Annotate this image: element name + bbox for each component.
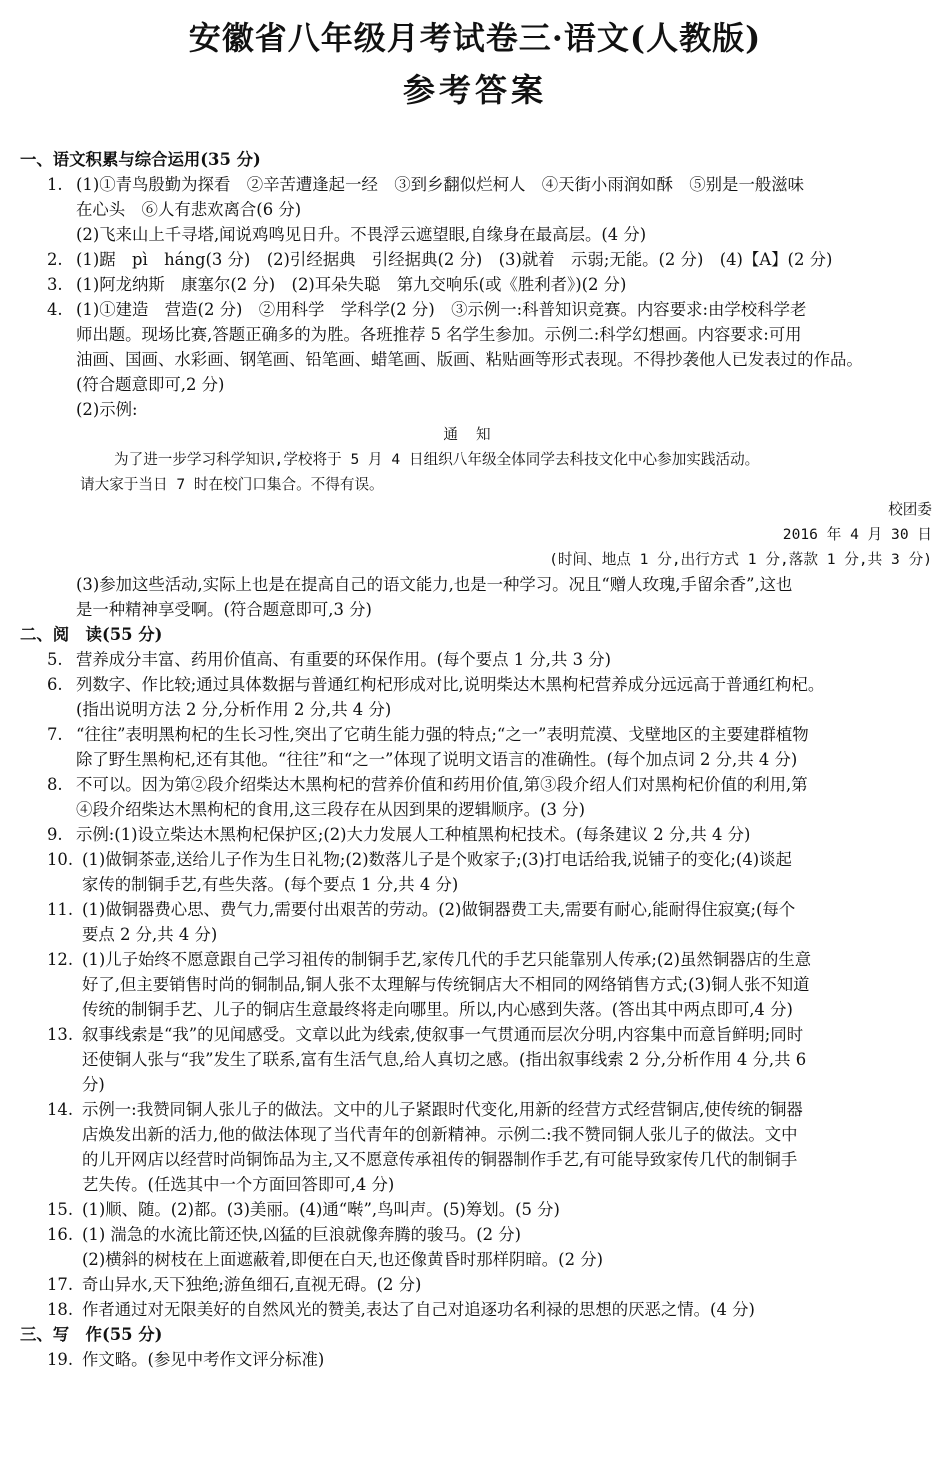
item-line: 不可以。因为第②段介绍柴达木黑枸杞的营养价值和药用价值,第③段介绍人们对黑枸杞价值的利用,第: [76, 775, 808, 794]
item-line: 示例一:我赞同铜人张儿子的做法。文中的儿子紧跟时代变化,用新的经营方式经营铜店,使传统的铜器: [82, 1100, 803, 1119]
item-line: 奇山异水,天下独绝;游鱼细石,直视无碍。(2 分): [82, 1275, 422, 1294]
answer-item-7: [20, 722, 932, 772]
item-line: 叙事线索是“我”的见闻感受。文章以此为线索,使叙事一气贯通而层次分明,内容集中而意旨鲜明;同时: [82, 1025, 804, 1044]
notice-title: 通知: [443, 426, 509, 443]
item-line: 还使铜人张与“我”发生了联系,富有生活气息,给人真切之感。(指出叙事线索 2 分,分析作用 4 分,共 6: [82, 1050, 807, 1069]
item-line: (1)顺、随。(2)都。(3)美丽。(4)通“啭”,鸟叫声。(5)筹划。(5 分): [82, 1200, 560, 1219]
item-line: (2)横斜的树枝在上面遮蔽着,即便在白天,也还像黄昏时那样阴暗。(2 分): [82, 1250, 604, 1269]
answer-item-6: [20, 672, 932, 722]
item-line: (2)飞来山上千寻塔,闻说鸡鸣见日升。不畏浮云遮望眼,自缘身在最高层。(4 分): [76, 225, 647, 244]
item-number: 14.: [47, 1100, 74, 1119]
item-line: (1) 湍急的水流比箭还快,凶猛的巨浪就像奔腾的骏马。(2 分): [82, 1225, 522, 1244]
item-number: 9.: [47, 825, 63, 844]
item-line: (1)①建造 营造(2 分) ②用科学 学科学(2 分) ③示例一:科普知识竞赛。内容要求:由学校科学老: [76, 300, 807, 319]
notice-signature: 校团委: [888, 501, 932, 518]
item-number: 17.: [47, 1275, 74, 1294]
item-line: (1)做铜器费心思、费气力,需要付出艰苦的劳动。(2)做铜器费工夫,需要有耐心,能耐得住寂寞;(每个: [82, 900, 796, 919]
item-number: 11.: [47, 900, 74, 919]
item-line: 示例:(1)设立柴达木黑枸杞保护区;(2)大力发展人工种植黑枸杞技术。(每条建议 2 分,共 4 分): [76, 825, 751, 844]
notice-score: (时间、地点 1 分,出行方式 1 分,落款 1 分,共 3 分): [549, 551, 932, 568]
item-number: 4.: [47, 300, 63, 319]
item-line: (符合题意即可,2 分): [76, 375, 225, 394]
answer-item-10: [20, 847, 932, 897]
item-number: 13.: [47, 1025, 74, 1044]
item-line: 传统的制铜手艺、儿子的铜店生意最终将走向哪里。所以,内心感到失落。(答出其中两点即可,4 分): [82, 1000, 793, 1019]
item-number: 5.: [47, 650, 63, 669]
item-line: (1)阿龙纳斯 康塞尔(2 分) (2)耳朵失聪 第九交响乐(或《胜利者》)(2 分): [76, 275, 627, 294]
item-number: 18.: [47, 1300, 74, 1319]
item-line: 家传的制铜手艺,有些失落。(每个要点 1 分,共 4 分): [82, 875, 459, 894]
section-heading-3: 三、写 作(55 分): [20, 1325, 163, 1344]
answer-item-13: [20, 1022, 932, 1097]
item-line: 店焕发出新的活力,他的做法体现了当代青年的创新精神。示例二:我不赞同铜人张儿子的做法。文中: [82, 1125, 798, 1144]
document-subtitle: 参考答案: [402, 71, 547, 109]
item-number: 7.: [47, 725, 63, 744]
item-line: 在心头 ⑥人有悲欢离合(6 分): [76, 200, 302, 219]
item-line: (1)①青鸟殷勤为探看 ②辛苦遭逢起一经 ③到乡翻似烂柯人 ④天街小雨润如酥 ⑤别是一般滋味: [76, 175, 805, 194]
item-line: 营养成分丰富、药用价值高、有重要的环保作用。(每个要点 1 分,共 3 分): [76, 650, 612, 669]
item-line: 作者通过对无限美好的自然风光的赞美,表达了自己对追逐功名利禄的思想的厌恶之情。(4 分): [82, 1300, 755, 1319]
item-number: 19.: [47, 1350, 74, 1369]
notice-body: 请大家于当日 7 时在校门口集合。不得有误。: [80, 476, 384, 493]
item-line: 艺失传。(任选其中一个方面回答即可,4 分): [82, 1175, 395, 1194]
answer-item-11: [20, 897, 932, 947]
answer-item-8: [20, 772, 932, 822]
item-number: 1.: [47, 175, 63, 194]
item-line: 列数字、作比较;通过具体数据与普通红枸杞形成对比,说明柴达木黑枸杞营养成分远远高于普通红枸杞。: [76, 675, 825, 694]
item-line: 师出题。现场比赛,答题正确多的为胜。各班推荐 5 名学生参加。示例二:科学幻想画。内容要求:可用: [76, 325, 802, 344]
item-line: ④段介绍柴达木黑枸杞的食用,这三段存在从因到果的逻辑顺序。(3 分): [76, 800, 585, 819]
answer-item-4: [20, 297, 932, 422]
item-line: 要点 2 分,共 4 分): [82, 925, 218, 944]
answer-item-16: [20, 1222, 932, 1272]
notice-body: 为了进一步学习科学知识,学校将于 5 月 4 日组织八年级全体同学去科技文化中心参加实践活动。: [114, 451, 760, 468]
answer-item-1: [20, 172, 932, 247]
item-line: 好了,但主要销售时尚的铜制品,铜人张不太理解与传统铜店大不相同的网络销售方式;(3)铜人张不知道: [82, 975, 810, 994]
answer-item-2: [20, 247, 932, 272]
item-line: 除了野生黑枸杞,还有其他。“往往”和“之一”体现了说明文语言的准确性。(每个加点词 2 分,共 4 分): [76, 750, 798, 769]
item-line: 的儿开网店以经营时尚铜饰品为主,又不愿意传承祖传的铜器制作手艺,有可能导致家传几代的制铜手: [82, 1150, 798, 1169]
item-line: (指出说明方法 2 分,分析作用 2 分,共 4 分): [76, 700, 392, 719]
item-number: 10.: [47, 850, 74, 869]
item-line: 是一种精神享受啊。(符合题意即可,3 分): [76, 600, 372, 619]
section-heading-1: 一、语文积累与综合运用(35 分): [20, 150, 261, 169]
answer-item-14: [20, 1097, 932, 1197]
item-number: 15.: [47, 1200, 74, 1219]
document-title: 安徽省八年级月考试卷三·语文(人教版): [188, 19, 762, 57]
answer-item-5: [20, 647, 932, 672]
answer-item-15: [20, 1197, 932, 1222]
item-line: (2)示例:: [76, 400, 138, 419]
item-line: 油画、国画、水彩画、钢笔画、铅笔画、蜡笔画、版画、粘贴画等形式表现。不得抄袭他人已发表过的作品。: [76, 350, 863, 369]
item-line: 分): [82, 1075, 105, 1094]
item-line: (1)踞 pì háng(3 分) (2)引经据典 引经据典(2 分) (3)就着 示弱;无能。(2 分) (4)【A】(2 分): [76, 250, 833, 269]
answer-item-18: [20, 1297, 932, 1322]
item-number: 2.: [47, 250, 63, 269]
section-heading-2: 二、阅 读(55 分): [20, 625, 163, 644]
item-number: 12.: [47, 950, 74, 969]
item-number: 6.: [47, 675, 63, 694]
item-line: (1)儿子始终不愿意跟自己学习祖传的制铜手艺,家传几代的手艺只能靠别人传承;(2)虽然铜器店的生意: [82, 950, 812, 969]
answer-item-17: [20, 1272, 932, 1297]
item-number: 8.: [47, 775, 63, 794]
item-line: (1)做铜茶壶,送给儿子作为生日礼物;(2)数落儿子是个败家子;(3)打电话给我,说铺子的变化;(4)谈起: [82, 850, 792, 869]
answer-item-9: [20, 822, 932, 847]
item-line: “往往”表明黑枸杞的生长习性,突出了它萌生能力强的特点;“之一”表明荒漠、戈壁地区的主要建群植物: [76, 725, 809, 744]
answer-content: [20, 147, 932, 1372]
item-number: 16.: [47, 1225, 74, 1244]
item-number: 3.: [47, 275, 63, 294]
answer-item-19: [20, 1347, 932, 1372]
item-line: 作文略。(参见中考作文评分标准): [82, 1350, 325, 1369]
notice-date: 2016 年 4 月 30 日: [782, 526, 932, 543]
answer-item-12: [20, 947, 932, 1022]
item-line: (3)参加这些活动,实际上也是在提高自己的语文能力,也是一种学习。况且“赠人玫瑰,手留余香”,这也: [76, 575, 793, 594]
answer-item-3: [20, 272, 932, 297]
